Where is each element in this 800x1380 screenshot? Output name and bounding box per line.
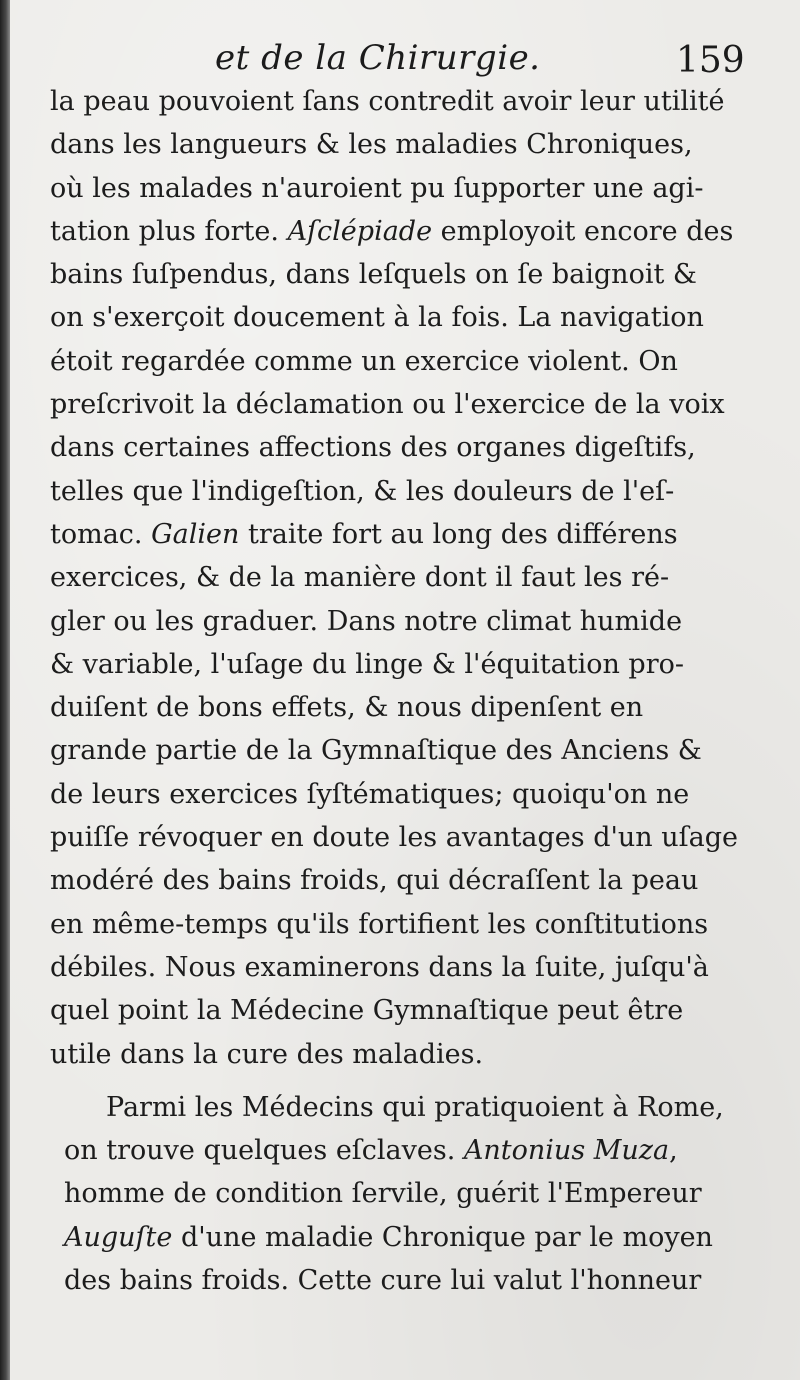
body-text <box>50 80 770 1302</box>
italic-name: Antonius Muza <box>463 1135 670 1167</box>
text-line: telles que l'indigeſtion, & les douleurs de l'eſ- <box>50 475 675 507</box>
text-line: modéré des bains froids, qui décraſſent la peau <box>50 865 699 897</box>
text-line: des bains froids. Cette cure lui valut l'honneur <box>64 1265 702 1297</box>
text-line: dans certaines affections des organes digeſtifs, <box>50 432 696 464</box>
text-line: Auguſte d'une maladie Chronique par le moyen <box>64 1221 713 1253</box>
page-number: 159 <box>676 40 745 81</box>
text-line: quel point la Médecine Gymnaſtique peut être <box>50 995 684 1027</box>
text-line: duiſent de bons effets, & nous dipenſent en <box>50 692 644 724</box>
text-line: grande partie de la Gymnaſtique des Anciens & <box>50 735 702 767</box>
running-title: et de la Chirurgie. <box>215 38 541 78</box>
text-line: tation plus forte. Aſclépiade employoit encore des <box>50 215 734 247</box>
text-line: où les malades n'auroient pu ſupporter une agi- <box>50 172 704 204</box>
text-line: puiſſe révoquer en doute les avantages d'un uſage <box>50 822 739 854</box>
book-page <box>10 0 800 1380</box>
text-line: dans les langueurs & les maladies Chroniques, <box>50 129 693 161</box>
text-line: on s'exerçoit doucement à la fois. La navigation <box>50 302 704 334</box>
text-line: gler ou les graduer. Dans notre climat humide <box>50 605 683 637</box>
italic-name: Auguſte <box>64 1221 173 1253</box>
text-line: tomac. Galien traite fort au long des différens <box>50 518 678 550</box>
text-line: de leurs exercices ſyſtématiques; quoiqu'on ne <box>50 778 690 810</box>
text-line: exercices, & de la manière dont il faut les ré- <box>50 562 670 594</box>
text-line: étoit regardée comme un exercice violent. On <box>50 345 678 377</box>
text-line: utile dans la cure des maladies. <box>50 1038 484 1070</box>
text-line: débiles. Nous examinerons dans la ſuite, juſqu'à <box>50 951 709 983</box>
text-line: on trouve quelques eſclaves. Antonius Muza, <box>64 1135 678 1167</box>
paragraph-gap <box>50 1076 770 1086</box>
text-line: en même-temps qu'ils fortifient les conſtitutions <box>50 908 709 940</box>
text-line: homme de condition ſervile, guérit l'Empereur <box>64 1178 702 1210</box>
italic-name: Galien <box>151 518 240 550</box>
italic-name: Aſclépiade <box>287 215 433 247</box>
text-line: Parmi les Médecins qui pratiquoient à Rome, <box>106 1091 724 1123</box>
text-line: bains ſuſpendus, dans leſquels on ſe baignoit & <box>50 259 697 291</box>
paragraph-2 <box>50 1086 770 1302</box>
text-line: & variable, l'uſage du linge & l'équitation pro- <box>50 648 684 680</box>
paragraph-1 <box>50 80 770 1076</box>
book-spine-edge <box>0 0 10 1380</box>
text-line: preſcrivoit la déclamation ou l'exercice de la voix <box>50 389 725 421</box>
text-line: la peau pouvoient ſans contredit avoir leur utilité <box>50 86 725 117</box>
